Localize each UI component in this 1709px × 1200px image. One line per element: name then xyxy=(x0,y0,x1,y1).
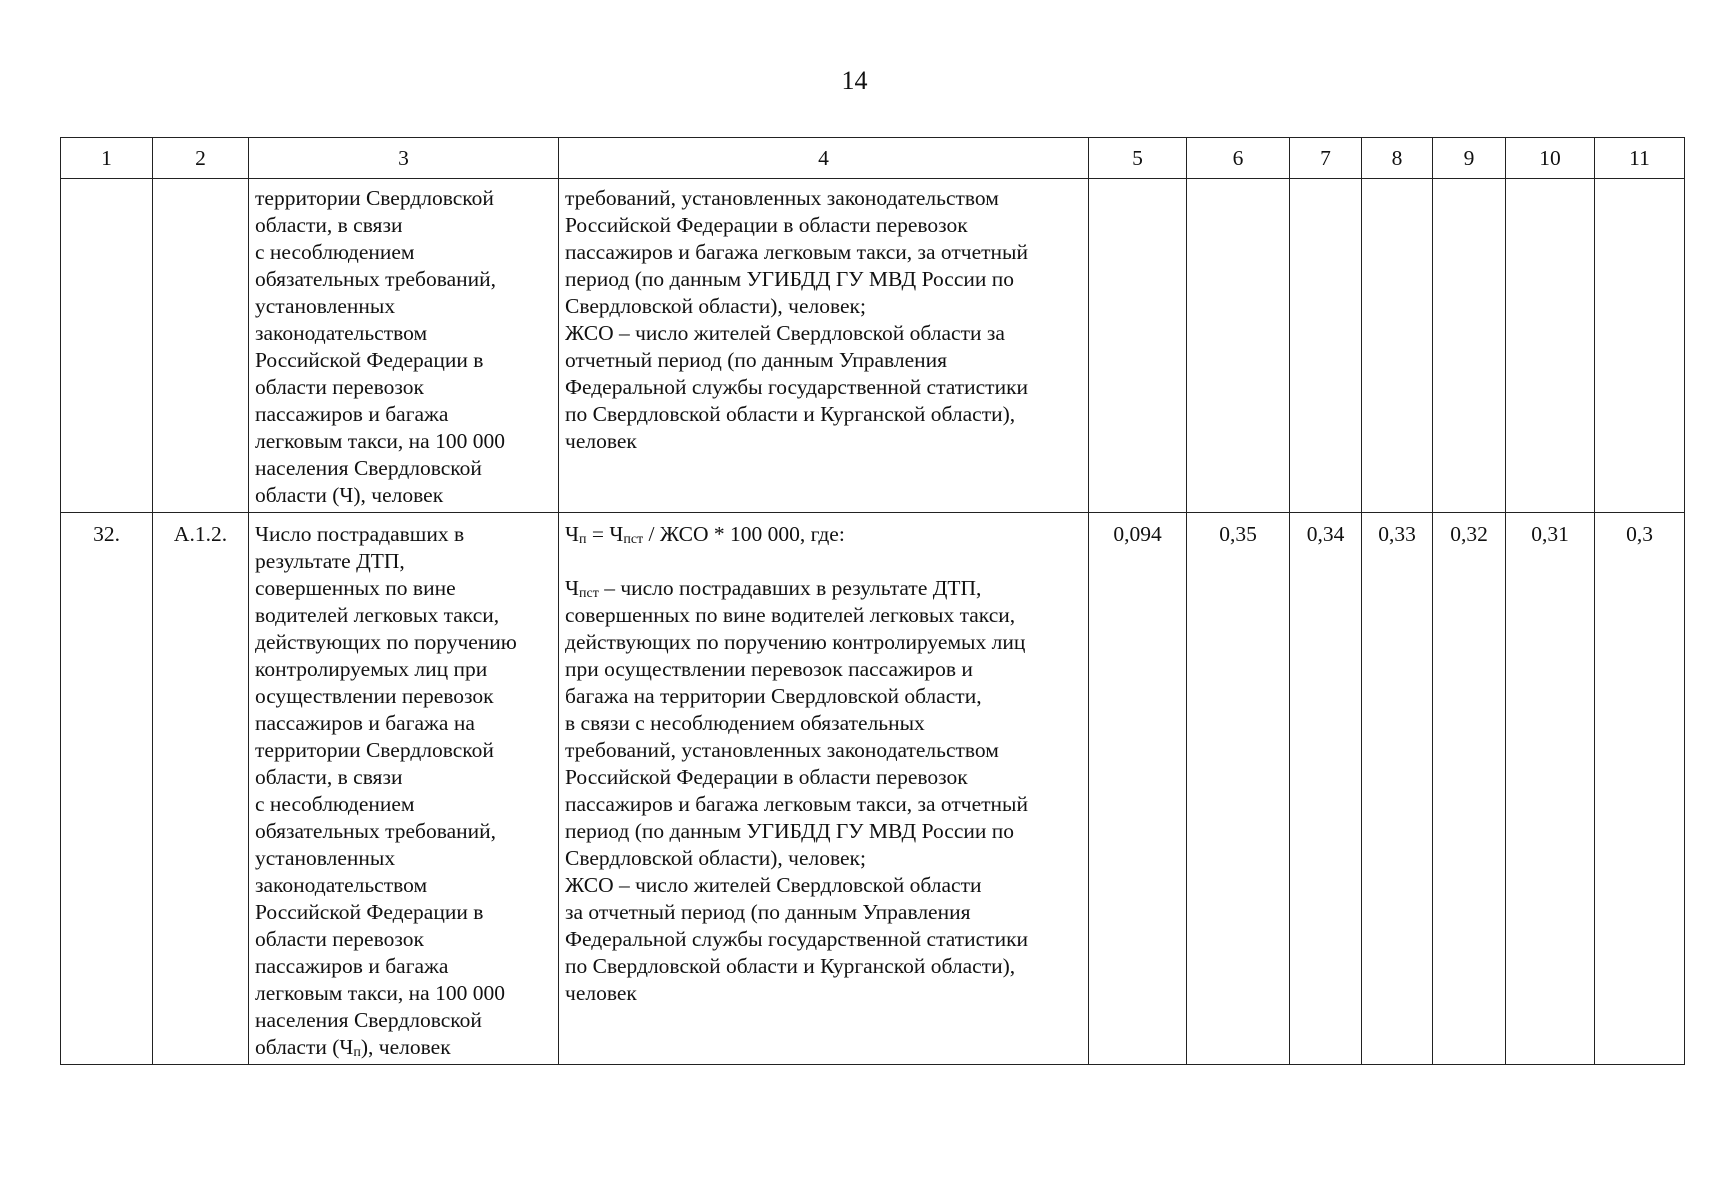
formula-line: ЖСО – число жителей Свердловской области за xyxy=(565,321,1005,345)
value-cell xyxy=(1595,179,1685,513)
formula-line: период (по данным УГИБДД ГУ МВД России по xyxy=(565,267,1015,291)
formula-line: требований, установленных законодательством xyxy=(565,186,999,210)
value-cell: 0,32 xyxy=(1433,513,1506,1065)
subscript: пст xyxy=(578,586,599,601)
indicator-name-line: обязательных требований, xyxy=(255,819,497,843)
indicator-name-line: области, в связи xyxy=(255,213,403,237)
indicator-name-line: контролируемых лиц при xyxy=(255,657,488,681)
indicator-name-line: Число пострадавших в xyxy=(255,522,465,546)
formula-line: период (по данным УГИБДД ГУ МВД России по xyxy=(565,819,1015,843)
value-cell xyxy=(1362,179,1433,513)
indicator-name-line: области, в связи xyxy=(255,765,403,789)
value-cell xyxy=(1433,179,1506,513)
indicator-name-text: ), человек xyxy=(360,1035,451,1059)
table-row xyxy=(61,179,1685,513)
indicator-name-line: пассажиров и багажа xyxy=(255,954,449,978)
formula-expression xyxy=(565,521,1082,548)
indicator-table xyxy=(60,137,1685,1065)
column-header: 1 xyxy=(61,138,153,179)
indicator-name-cell xyxy=(249,513,559,1065)
formula-line: отчетный период (по данным Управления xyxy=(565,348,948,372)
value-cell: 0,35 xyxy=(1187,513,1290,1065)
value-cell: 0,3 xyxy=(1595,513,1685,1065)
column-header: 5 xyxy=(1089,138,1187,179)
formula-symbol: Ч xyxy=(565,576,579,600)
indicator-name-line: установленных xyxy=(255,846,396,870)
indicator-name-line: осуществлении перевозок xyxy=(255,684,494,708)
subscript: п xyxy=(578,532,587,547)
column-header: 4 xyxy=(559,138,1089,179)
formula-line: Свердловской области), человек; xyxy=(565,294,866,318)
indicator-name-line: с несоблюдением xyxy=(255,240,415,264)
indicator-name-line: области перевозок xyxy=(255,375,424,399)
formula-line: багажа на территории Свердловской области, xyxy=(565,684,982,708)
value-cell: 0,33 xyxy=(1362,513,1433,1065)
indicator-name-line: области перевозок xyxy=(255,927,424,951)
formula-symbol: = Ч xyxy=(586,522,624,546)
formula-line: в связи с несоблюдением обязательных xyxy=(565,711,925,735)
subscript: пст xyxy=(623,532,644,547)
value-cell xyxy=(1187,179,1290,513)
column-header: 2 xyxy=(153,138,249,179)
indicator-code-cell xyxy=(153,179,249,513)
formula-cell xyxy=(559,179,1089,513)
formula-definition-line xyxy=(565,575,1082,602)
indicator-name-line: пассажиров и багажа xyxy=(255,402,449,426)
indicator-name-last-line xyxy=(255,1034,552,1061)
indicator-name-line: результате ДТП, xyxy=(255,549,405,573)
value-cell xyxy=(1506,179,1595,513)
column-header: 10 xyxy=(1506,138,1595,179)
indicator-name-line: легковым такси, на 100 000 xyxy=(255,429,505,453)
indicator-name-line: пассажиров и багажа на xyxy=(255,711,475,735)
formula-line: ЖСО – число жителей Свердловской области xyxy=(565,873,982,897)
indicator-name-line: легковым такси, на 100 000 xyxy=(255,981,505,1005)
blank-line xyxy=(565,548,1082,575)
indicator-name-line: населения Свердловской xyxy=(255,1008,482,1032)
formula-line: при осуществлении перевозок пассажиров и xyxy=(565,657,973,681)
table-header-row xyxy=(61,138,1685,179)
column-header: 11 xyxy=(1595,138,1685,179)
formula-line: Федеральной службы государственной статистики xyxy=(565,927,1029,951)
indicator-name-line: водителей легковых такси, xyxy=(255,603,500,627)
formula-line: Российской Федерации в области перевозок xyxy=(565,765,968,789)
formula-text: / ЖСО * 100 000, где: xyxy=(643,522,845,546)
value-cell: 0,094 xyxy=(1089,513,1187,1065)
formula-line: за отчетный период (по данным Управления xyxy=(565,900,971,924)
indicator-name-line: обязательных требований, xyxy=(255,267,497,291)
indicator-name-line: с несоблюдением xyxy=(255,792,415,816)
indicator-name-line: совершенных по вине xyxy=(255,576,456,600)
formula-line: Российской Федерации в области перевозок xyxy=(565,213,968,237)
table-row xyxy=(61,513,1685,1065)
formula-line: совершенных по вине водителей легковых такси, xyxy=(565,603,1016,627)
formula-line: пассажиров и багажа легковым такси, за отчетный xyxy=(565,240,1028,264)
formula-line: человек xyxy=(565,981,637,1005)
column-header: 7 xyxy=(1290,138,1362,179)
value-cell xyxy=(1089,179,1187,513)
indicator-name-cell xyxy=(249,179,559,513)
indicator-name-text: области (Ч xyxy=(255,1035,354,1059)
value-cell: 0,31 xyxy=(1506,513,1595,1065)
value-cell: 0,34 xyxy=(1290,513,1362,1065)
formula-line: Свердловской области), человек; xyxy=(565,846,866,870)
formula-symbol: Ч xyxy=(565,522,579,546)
subscript: п xyxy=(353,1045,361,1060)
indicator-name-line: законодательством xyxy=(255,873,428,897)
formula-line: по Свердловской области и Курганской области), xyxy=(565,954,1016,978)
indicator-name-line: области (Ч), человек xyxy=(255,483,444,507)
formula-cell xyxy=(559,513,1089,1065)
indicator-name-line: Российской Федерации в xyxy=(255,900,484,924)
indicator-name-line: законодательством xyxy=(255,321,428,345)
formula-text: – число пострадавших в результате ДТП, xyxy=(598,576,982,600)
formula-line: действующих по поручению контролируемых лиц xyxy=(565,630,1026,654)
indicator-name-line: территории Свердловской xyxy=(255,738,494,762)
formula-line: требований, установленных законодательством xyxy=(565,738,999,762)
page-number: 14 xyxy=(841,66,868,95)
row-number-cell: 32. xyxy=(61,513,153,1065)
indicator-name-line: населения Свердловской xyxy=(255,456,482,480)
indicator-code-cell: А.1.2. xyxy=(153,513,249,1065)
formula-line: пассажиров и багажа легковым такси, за отчетный xyxy=(565,792,1028,816)
indicator-name-line: действующих по поручению xyxy=(255,630,517,654)
column-header: 8 xyxy=(1362,138,1433,179)
column-header: 3 xyxy=(249,138,559,179)
row-number-cell xyxy=(61,179,153,513)
column-header: 9 xyxy=(1433,138,1506,179)
indicator-name-line: Российской Федерации в xyxy=(255,348,484,372)
value-cell xyxy=(1290,179,1362,513)
formula-line: Федеральной службы государственной статистики xyxy=(565,375,1029,399)
column-header: 6 xyxy=(1187,138,1290,179)
formula-line: по Свердловской области и Курганской области), xyxy=(565,402,1016,426)
formula-line: человек xyxy=(565,429,637,453)
indicator-name-line: территории Свердловской xyxy=(255,186,494,210)
indicator-name-line: установленных xyxy=(255,294,396,318)
